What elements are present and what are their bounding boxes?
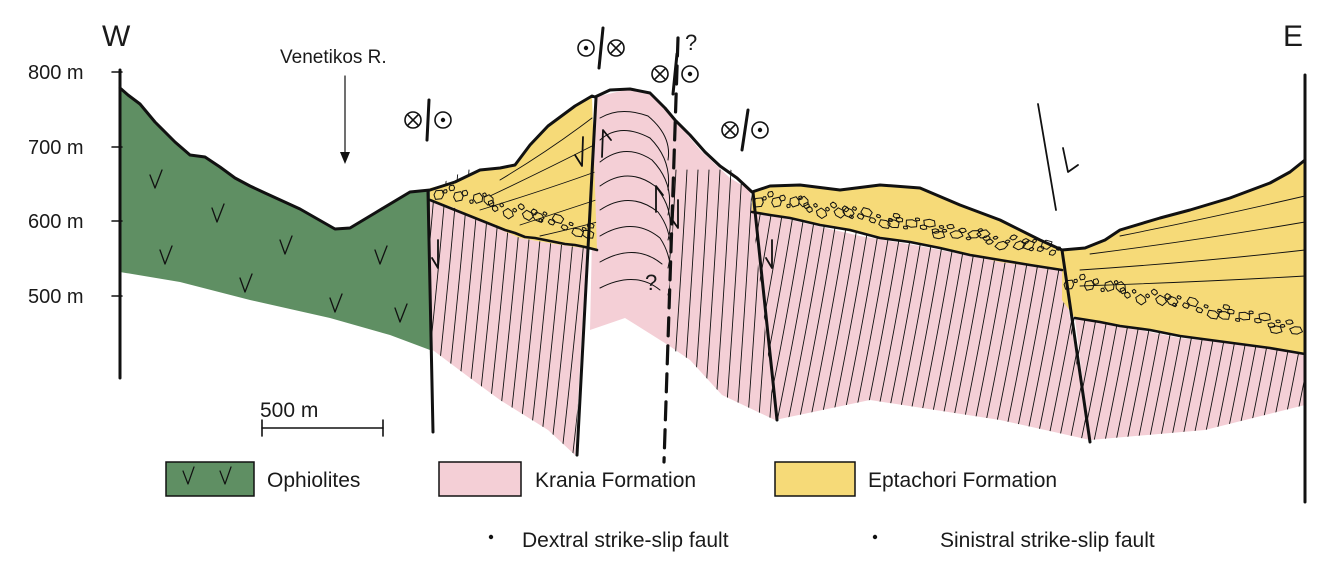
legend-ophiolites xyxy=(166,462,360,496)
question-mark-inner: ? xyxy=(645,270,658,295)
legend-label-krania: Krania Formation xyxy=(535,469,697,492)
legend-label-dextral: Dextral strike-slip fault xyxy=(522,529,729,552)
legend-swatch-krania xyxy=(439,462,521,496)
west-label: W xyxy=(102,20,131,53)
elevation-label-600: 600 m xyxy=(28,211,84,233)
legend-label-ophiolites: Ophiolites xyxy=(267,469,361,492)
legend xyxy=(166,462,1155,557)
scale-bar-label: 500 m xyxy=(260,399,319,422)
sinistral-symbol xyxy=(867,517,913,557)
elevation-axis xyxy=(28,62,122,308)
legend-eptachori xyxy=(775,462,1057,496)
elevation-label-500: 500 m xyxy=(28,286,84,308)
legend-label-sinistral: Sinistral strike-slip fault xyxy=(940,529,1155,552)
legend-sinistral xyxy=(867,517,1155,557)
river-arrow xyxy=(340,76,350,164)
legend-label-eptachori: Eptachori Formation xyxy=(868,469,1058,492)
legend-swatch-ophiolites xyxy=(166,462,254,496)
scale-bar xyxy=(260,399,383,436)
elevation-label-700: 700 m xyxy=(28,137,84,159)
dextral-symbol xyxy=(453,517,499,557)
ophiolite-body xyxy=(120,88,430,350)
river-label: Venetikos R. xyxy=(280,47,387,68)
east-label: E xyxy=(1283,20,1304,53)
legend-krania xyxy=(439,462,696,496)
question-mark-top: ? xyxy=(685,30,698,55)
legend-dextral xyxy=(453,517,729,557)
elevation-label-800: 800 m xyxy=(28,62,84,84)
legend-swatch-eptachori xyxy=(775,462,855,496)
